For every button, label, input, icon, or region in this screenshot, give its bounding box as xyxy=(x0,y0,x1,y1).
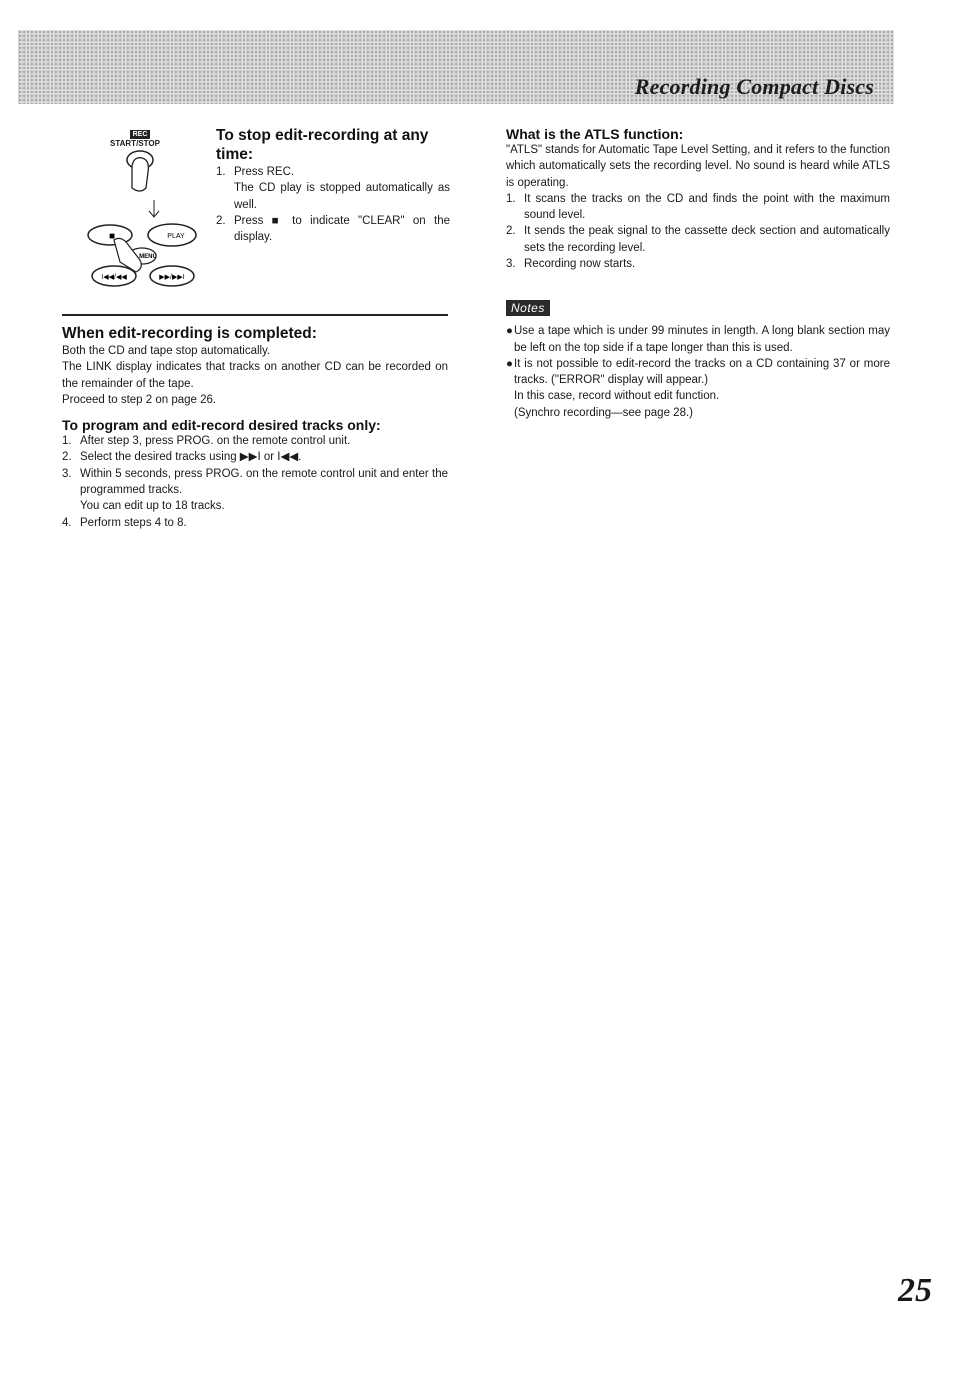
list-item: 2. Select the desired tracks using ▶▶I or I◀◀. xyxy=(62,451,302,464)
remote-buttons-drawing xyxy=(80,128,208,296)
paragraph: Proceed to step 2 on page 26. xyxy=(62,393,217,406)
paragraph: The LINK display indicates that tracks on another CD can be recorded on the remainder of the tape. xyxy=(62,361,448,390)
completed-heading: When edit-recording is completed: xyxy=(62,325,317,342)
rec-label: REC xyxy=(130,130,150,139)
list-item: 2. Press ■ to indicate "CLEAR" on the display. xyxy=(216,214,450,244)
menu-label: MENU xyxy=(139,254,157,260)
section-divider xyxy=(62,314,448,316)
program-steps xyxy=(62,433,448,531)
list-item: ● It is not possible to edit-record the tracks on a CD containing 37 or more tracks. ("ERROR" display will appear.) In this case, record without edit function. (Synchro recording—see page 28.) xyxy=(506,357,890,419)
completed-section xyxy=(62,324,448,531)
program-heading: To program and edit-record desired tracks only: xyxy=(62,417,381,434)
stop-section xyxy=(216,126,450,245)
list-item: 1. It scans the tracks on the CD and finds the point with the maximum sound level. xyxy=(506,192,890,222)
notes-section xyxy=(506,300,890,421)
page-number: 25 xyxy=(898,1272,932,1309)
remote-control-diagram xyxy=(80,128,208,296)
section-title: Recording Compact Discs xyxy=(634,74,874,99)
finger-icon xyxy=(132,158,148,191)
atls-heading: What is the ATLS function: xyxy=(506,126,684,142)
skip-forward-label: ▶▶/▶▶I xyxy=(159,274,185,281)
start-stop-label: START/STOP xyxy=(110,139,160,148)
list-item: ● Use a tape which is under 99 minutes in length. A long blank section may be left on the top side if a tape longer than this is used. xyxy=(506,325,890,354)
stop-heading: To stop edit-recording at any time: xyxy=(216,127,429,163)
notes-label: Notes xyxy=(506,300,550,316)
atls-steps xyxy=(506,191,890,272)
notes-list xyxy=(506,323,890,421)
list-item: 1. After step 3, press PROG. on the remote control unit. xyxy=(62,435,351,448)
atls-section xyxy=(506,126,890,272)
list-item: 3. Within 5 seconds, press PROG. on the remote control unit and enter the programmed tracks. You can edit up to 18 tracks. xyxy=(62,467,448,513)
list-item: 4. Perform steps 4 to 8. xyxy=(62,516,187,529)
paragraph: Both the CD and tape stop automatically. xyxy=(62,345,271,357)
skip-back-label: I◀◀/◀◀ xyxy=(101,274,127,281)
stop-symbol: ■ xyxy=(108,231,116,242)
list-item: 2. It sends the peak signal to the cassette deck section and automatically sets the recording level. xyxy=(506,225,890,254)
list-item: 3. Recording now starts. xyxy=(506,258,636,271)
stop-steps xyxy=(216,164,450,245)
atls-intro: "ATLS" stands for Automatic Tape Level Setting, and it refers to the function which automatically sets the recording level. No sound is heard while ATLS is operating. xyxy=(506,144,890,189)
list-item: 1. Press REC. The CD play is stopped automatically as well. xyxy=(216,166,450,211)
play-label: PLAY xyxy=(167,233,185,240)
